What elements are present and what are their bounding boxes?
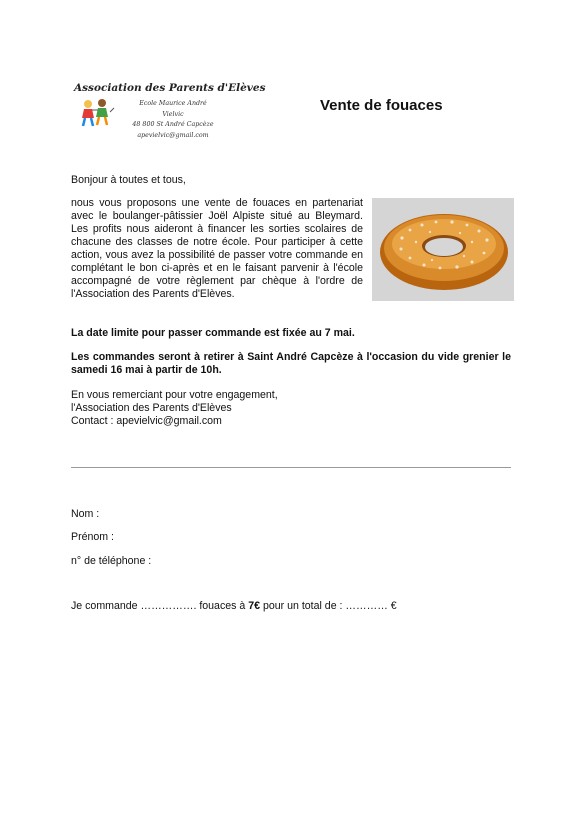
school-postal: 48 800 St André Capcèze <box>132 121 214 128</box>
document-title: Vente de fouaces <box>320 97 443 114</box>
order-deadline: La date limite pour passer commande est fixée au 7 mai. <box>71 327 355 339</box>
order-prefix: Je commande ……………. fouaces à <box>71 600 249 612</box>
field-prenom-label: Prénom : <box>71 531 114 543</box>
greeting: Bonjour à toutes et tous, <box>71 174 186 186</box>
closing-block <box>71 389 278 428</box>
school-email: apevielvic@gmail.com <box>137 131 209 139</box>
closing-thanks: En vous remerciant pour votre engagement, <box>71 389 278 401</box>
order-price: 7€ <box>248 600 261 612</box>
closing-signature: l'Association des Parents d'Elèves <box>71 402 232 414</box>
intro-paragraph: nous vous proposons une vente de fouaces en partenariat avec le boulanger-pâtissier Joël Alpiste situé au Bleymard. Les profits nous aideront à financer les sorties scolaires de chacune des classes de notre école. Pour participer à cette action, vous avez la possibilité de passer votre commande en complétant le bon ci-après et en le faisant parvenir à l'école accompagné de votre règlement par chèque à l'ordre de l'Association des Parents d'Elèves. <box>71 197 363 300</box>
school-name: Ecole Maurice André <box>139 100 207 107</box>
pickup-info: Les commandes seront à retirer à Saint André Capcèze à l'occasion du vide grenier le samedi 16 mai à partir de 10h. <box>71 351 511 376</box>
order-line <box>71 600 397 612</box>
fouace-photo <box>372 198 514 301</box>
field-telephone-label: n° de téléphone : <box>71 555 152 567</box>
school-town: Vielvic <box>162 110 184 118</box>
school-address-block <box>118 99 228 141</box>
cut-line-divider <box>71 467 511 468</box>
children-logo-icon <box>80 98 116 128</box>
order-suffix: pour un total de : ………… € <box>260 600 397 612</box>
closing-contact: Contact : apevielvic@gmail.com <box>71 415 222 427</box>
association-name: Association des Parents d'Elèves <box>74 82 266 94</box>
field-nom-label: Nom : <box>71 508 100 520</box>
